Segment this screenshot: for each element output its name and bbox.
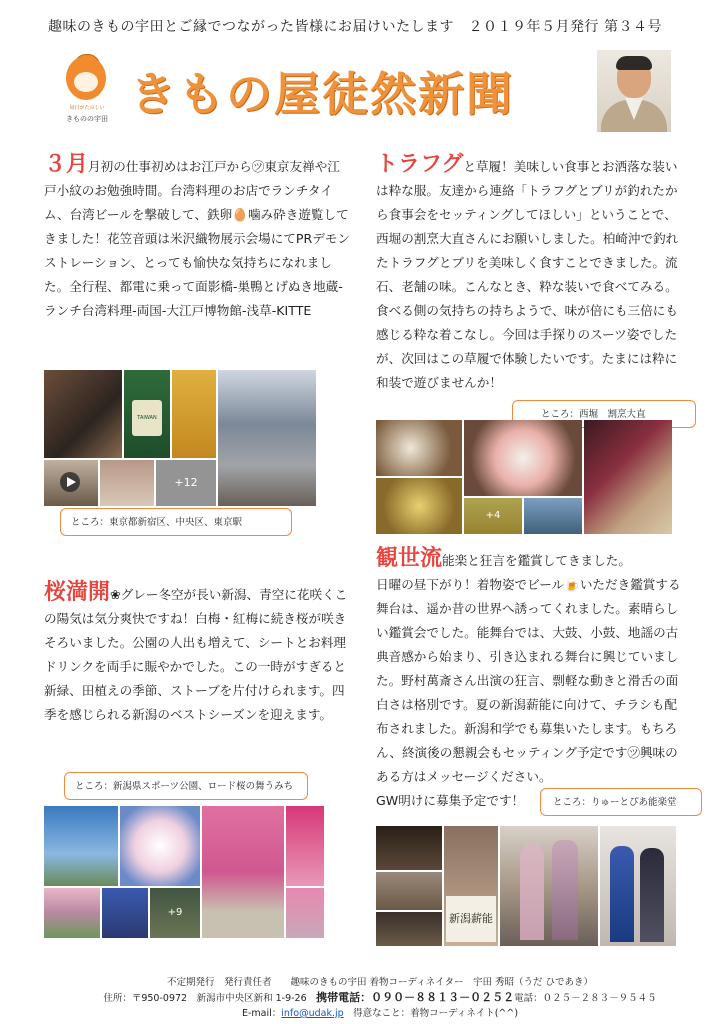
footer-contact (60, 990, 700, 1006)
footer-address: 住所：〒950-0972 新潟市中央区新和 1-9-26 (103, 993, 317, 1004)
article-title: 桜満開 (44, 579, 111, 605)
footer-specialty: 得意なこと：着物コーディネイト(^^) (343, 1008, 519, 1019)
article-title: 観世流 (376, 545, 443, 571)
caption-nishibori: ところ：西堀 割烹大直 (512, 400, 696, 428)
caption-tokyo: ところ：東京都新宿区、中央区、東京駅 (60, 508, 292, 536)
article-title: ３月 (44, 151, 89, 177)
article-body: 月初の仕事初めはお江戸から㋡東京友禅や江戸小紋のお勉強時間。台湾料理のお店でランチタイム、台湾ビールを撃破して、鉄卵🥚噛み砕き遊覧してきました！花笠音頭は米沢織物展示会場にてPRデモンストレーション、とっても愉快な気持ちになれました。全行程、都電に乗って面影橋-巣鴨とげぬき地蔵-ランチ台湾料理-両国-大江戸博物館-浅草-KITTE (44, 159, 351, 318)
article-kanze (376, 546, 686, 813)
email-link[interactable]: info@udak.jp (281, 1008, 344, 1019)
noh-poster: 新潟薪能 (446, 896, 496, 942)
footer-tel: 電話：０２５－２８３－９５４５ (514, 993, 657, 1004)
article-body: と草履！美味しい食事とお洒落な装いは粋な服。友達から連絡「トラフグとブリが釣れたから食事会をセッティングしてほしい」ということで、西堀の割烹大直さんにお願いしました。柏崎沖で釣れたトラフグとブリを美味しく食すことできました。流石、老舗の味。こんなとき、粋な装いで食べてみる。食べる側の気持ちの持ちようで、味が倍にも三倍にも感じる粋な着こなし。今回は手探りのスーツ姿でしたが、次回はこの草履で体験したいです。たまには粋に和装で遊びませんか！ (376, 159, 679, 390)
article-sakura (44, 580, 352, 727)
footer-mobile: 携帯電話：０９０－８８１３－０２５２ (316, 991, 515, 1004)
footer-email-label: E-mail： (241, 1008, 282, 1019)
article-body: 日曜の昼下がり！着物姿でビール🍺いただき鑑賞する舞台は、遥か昔の世界へ誘ってくれました。素晴らしい鑑賞会でした。能舞台では、大鼓、小鼓、地謡の古典音感から始まり、引き込まれる舞台に興じていました。野村萬斎さん出演の狂言、剽軽な動きと滑舌の面白さは格別です。夏の新潟薪能に向けて、チラシも配布されました。新潟和学でも募集いたします。もちろん、終演後の懇親会もセッティング予定です㋡興味のある方はメッセージください。 (376, 577, 681, 784)
kimono-uda-logo (56, 52, 118, 130)
logo-name: きものの宇田 (66, 115, 108, 123)
article-march (44, 152, 352, 323)
caption-sakura: ところ：新潟県スポーツ公園、ロード桜の舞うみち (64, 772, 308, 800)
article-torafugu (376, 152, 686, 395)
article-title: トラフグ (376, 151, 464, 177)
issue-tagline: 趣味のきもの宇田とご縁でつながった皆様にお届けいたします ２０１９年５月発行 第３４号 (48, 19, 662, 35)
photo-collage-noh[interactable] (376, 826, 676, 946)
logo-subtitle: 毎日がたのしい (69, 105, 105, 111)
article-body: ❀グレー冬空が長い新潟、青空に花咲くこの陽気は気分爽快ですね！白梅・紅梅に続き桜が咲きそろいました。公園の人出も増えて、シートとお料理ドリンクを両手に賑やかでした。この一時がすぎると新緑、田植えの季節、ストーブを片付けられます。四季を感じられる新潟のベストシーズンを迎えます。 (44, 587, 348, 722)
article-note: GW明けに募集予定です！ (376, 793, 525, 808)
footer-publisher: 不定期発行 発行責任者 趣味のきもの宇田 着物コーディネイター 宇田 秀昭（うだ ひであき） (166, 977, 594, 988)
caption-ryutopia: ところ：りゅーとぴあ能楽堂 (540, 788, 702, 816)
newspaper-title: きもの屋徒然新聞 (130, 67, 514, 121)
publisher-portrait (597, 50, 671, 132)
beer-label: TAIWAN BEER (132, 400, 162, 436)
article-intro: 能楽と狂言を鑑賞してきました。 (442, 553, 631, 568)
photo-collage-tokyo[interactable] (44, 370, 316, 506)
footer (60, 975, 700, 1021)
footer-email-line (60, 1006, 700, 1021)
more-photos-count[interactable]: +4 (464, 498, 522, 534)
more-photos-count[interactable]: +12 (174, 476, 198, 489)
photo-collage-dinner[interactable] (376, 420, 672, 534)
photo-collage-sakura[interactable] (44, 806, 324, 938)
more-photos-count[interactable]: +9 (150, 888, 200, 938)
